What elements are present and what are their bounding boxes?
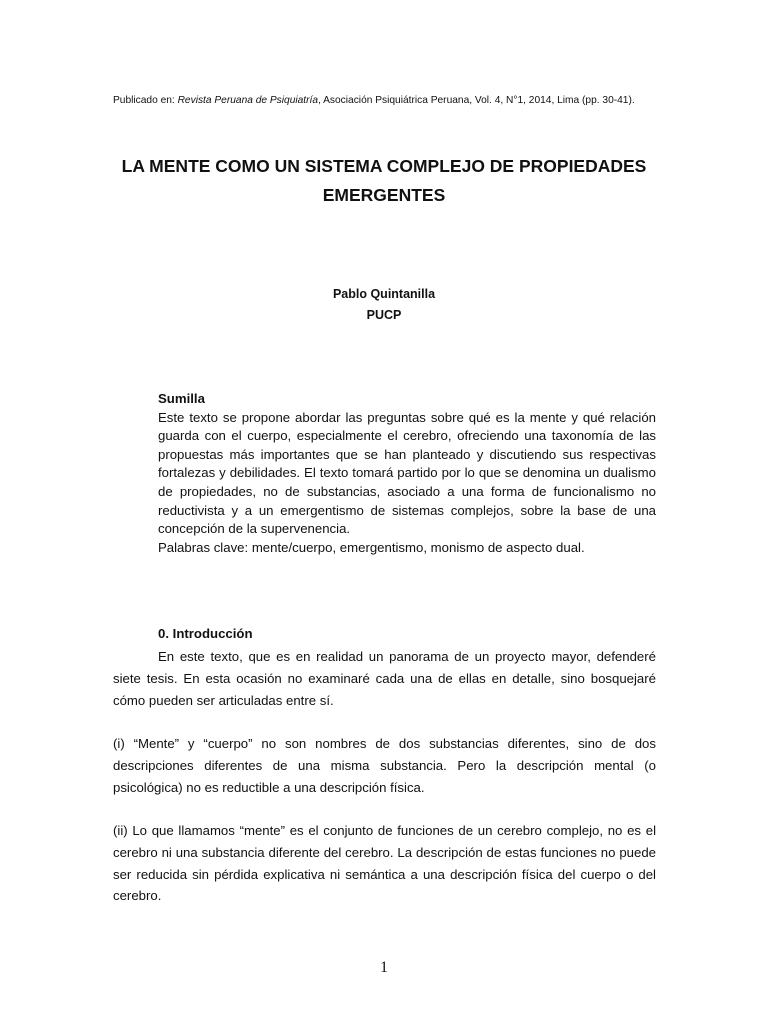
title-line-1: LA MENTE COMO UN SISTEMA COMPLEJO DE PROPIEDADES: [121, 156, 647, 176]
section-title: 0. Introducción: [158, 626, 253, 641]
thesis-1-block: [113, 733, 656, 798]
document-title: [84, 152, 684, 210]
journal-name: Revista Peruana de Psiquiatría: [177, 95, 319, 106]
publication-note: [113, 95, 673, 106]
title-line-2: EMERGENTES: [322, 185, 446, 205]
thesis-1-paragraph: (i) “Mente” y “cuerpo” no son nombres de dos substancias diferentes, sino de dos descripciones diferentes de una misma substancia. Pero la descripción mental (o psicológica) no es reductible a una descripción física.: [113, 736, 656, 795]
author-name: Pablo Quintanilla: [332, 287, 436, 301]
abstract-heading: Sumilla: [158, 391, 205, 406]
abstract: [158, 390, 656, 557]
publication-details: , Asociación Psiquiátrica Peruana, Vol. 4, N°1, 2014, Lima (pp. 30-41).: [318, 95, 635, 106]
abstract-text: Este texto se propone abordar las preguntas sobre qué es la mente y qué relación guarda con el cuerpo, especialmente el cerebro, ofreciendo una taxonomía de las propuestas más importantes que se han planteado y discutiendo sus respectivas fortalezas y debilidades. El texto tomará partido por lo que se denomina un dualismo de propiedades, no de substancias, asociado a una forma de funcionalismo no reductivista y a un emergentismo de sistemas complejos, sobre la base de una concepción de la supervenencia.: [158, 409, 656, 537]
author-block: [84, 284, 684, 326]
keywords: Palabras clave: mente/cuerpo, emergentismo, monismo de aspecto dual.: [158, 539, 585, 555]
thesis-2-paragraph: (ii) Lo que llamamos “mente” es el conjunto de funciones de un cerebro complejo, no es el cerebro ni una substancia diferente del cerebro. La descripción de estas funciones no puede ser reducida sin pérdida explicativa ni semántica a una descripción física del cuerpo o del cerebro.: [113, 823, 656, 904]
intro-paragraph: En este texto, que es en realidad un panorama de un proyecto mayor, defenderé siete tesis. En esta ocasión no examinaré cada una de ellas en detalle, sino bosquejaré cómo pueden ser articuladas entre sí.: [113, 649, 656, 708]
author-affiliation: PUCP: [366, 308, 402, 322]
thesis-2-block: [113, 820, 656, 907]
publication-prefix: Publicado en:: [113, 95, 178, 106]
page-number: 1: [380, 959, 388, 976]
intro-paragraph-block: [113, 646, 656, 711]
